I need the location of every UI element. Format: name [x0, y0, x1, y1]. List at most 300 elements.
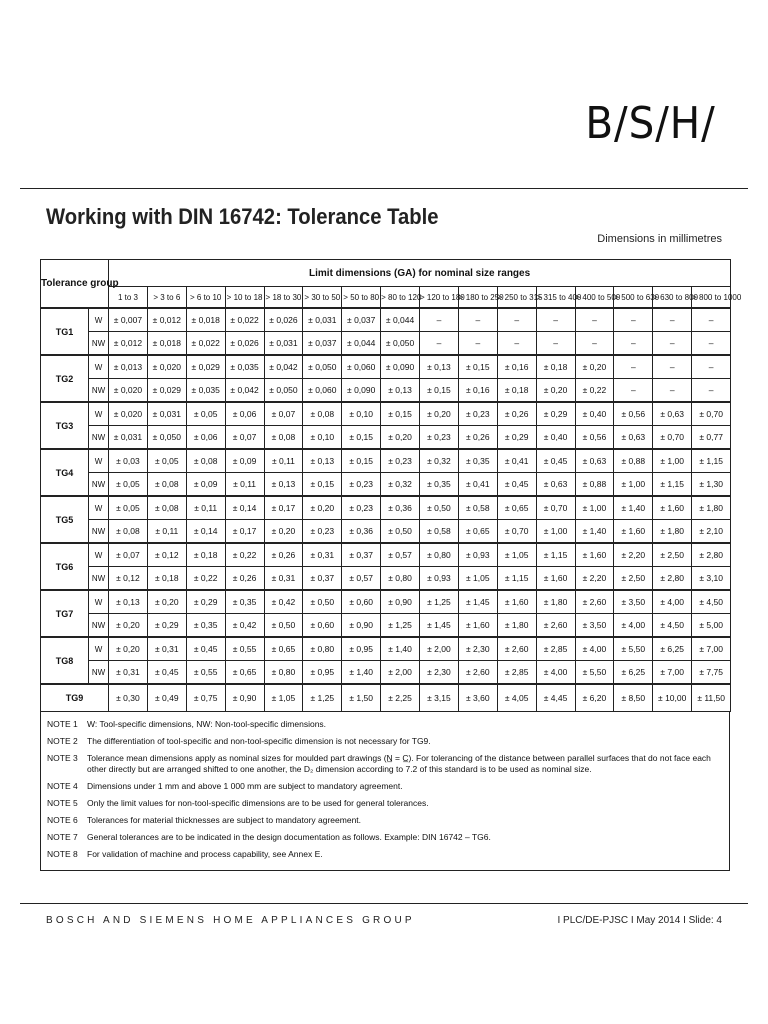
tolerance-value-cell: – [692, 308, 731, 332]
tolerance-value-cell: ± 0,45 [147, 661, 186, 685]
tolerance-value-cell: ± 0,10 [342, 402, 381, 426]
tolerance-value-cell: ± 0,06 [225, 402, 264, 426]
range-header-cell: > 6 to 10 [186, 287, 225, 309]
tolerance-value-cell: ± 1,60 [458, 614, 497, 638]
tolerance-value-cell: ± 0,23 [342, 496, 381, 520]
dimension-type-cell: NW [89, 426, 109, 450]
tolerance-value-cell: ± 0,70 [497, 520, 536, 544]
tolerance-value-cell: ± 0,090 [342, 379, 381, 403]
tolerance-value-cell: ± 7,75 [692, 661, 731, 685]
tolerance-value-cell: – [692, 379, 731, 403]
table-row [41, 520, 731, 544]
tolerance-value-cell: ± 0,029 [147, 379, 186, 403]
tolerance-value-cell: ± 2,00 [381, 661, 420, 685]
tolerance-value-cell: ± 0,05 [186, 402, 225, 426]
tolerance-value-cell: ± 0,042 [225, 379, 264, 403]
table-row [41, 426, 731, 450]
table-row [41, 402, 731, 426]
notes-section [40, 712, 730, 871]
tolerance-value-cell: ± 0,88 [575, 473, 614, 497]
tolerance-value-cell: ± 0,06 [186, 426, 225, 450]
tolerance-value-cell: ± 2,25 [381, 684, 420, 712]
tolerance-value-cell: ± 1,45 [458, 590, 497, 614]
tolerance-value-cell: ± 0,022 [186, 332, 225, 356]
tolerance-value-cell: ± 0,035 [225, 355, 264, 379]
tolerance-value-cell: ± 1,15 [653, 473, 692, 497]
tolerance-value-cell: ± 0,18 [536, 355, 575, 379]
tolerance-value-cell: – [497, 308, 536, 332]
tolerance-value-cell: ± 0,13 [264, 473, 303, 497]
range-header-cell: > 500 to 630 [614, 287, 653, 309]
tolerance-value-cell: ± 3,50 [575, 614, 614, 638]
tolerance-value-cell: ± 0,88 [614, 449, 653, 473]
tolerance-value-cell: – [692, 355, 731, 379]
tolerance-value-cell: ± 0,70 [692, 402, 731, 426]
table-row [41, 567, 731, 591]
tolerance-value-cell: ± 0,29 [536, 402, 575, 426]
tolerance-group-cell: TG8 [41, 637, 89, 684]
range-header-cell: > 180 to 250 [458, 287, 497, 309]
tolerance-group-cell: TG5 [41, 496, 89, 543]
note-item [47, 798, 723, 809]
tolerance-value-cell: ± 0,031 [264, 332, 303, 356]
tolerance-value-cell: ± 0,60 [303, 614, 342, 638]
tolerance-value-cell: ± 0,80 [420, 543, 459, 567]
footer-slide-info: I PLC/DE-PJSC I May 2014 I Slide: 4 [557, 915, 722, 926]
tolerance-value-cell: ± 0,15 [303, 473, 342, 497]
tolerance-value-cell: ± 0,13 [420, 355, 459, 379]
footer-divider [20, 903, 748, 904]
tolerance-value-cell: ± 1,25 [420, 590, 459, 614]
tolerance-value-cell: ± 4,45 [536, 684, 575, 712]
tolerance-value-cell: ± 0,20 [381, 426, 420, 450]
tolerance-value-cell: ± 0,08 [186, 449, 225, 473]
tolerance-value-cell: ± 0,35 [420, 473, 459, 497]
tolerance-value-cell: ± 2,50 [653, 543, 692, 567]
tolerance-value-cell: ± 0,15 [458, 355, 497, 379]
tolerance-value-cell: ± 0,37 [342, 543, 381, 567]
tolerance-value-cell: – [575, 332, 614, 356]
tolerance-value-cell: – [653, 355, 692, 379]
tolerance-value-cell: ± 0,08 [147, 496, 186, 520]
tolerance-value-cell: ± 0,060 [303, 379, 342, 403]
tolerance-value-cell: ± 0,31 [109, 661, 148, 685]
tolerance-value-cell: ± 0,26 [497, 402, 536, 426]
tolerance-value-cell: ± 0,32 [381, 473, 420, 497]
tolerance-value-cell: ± 0,08 [109, 520, 148, 544]
tolerance-value-cell: ± 11,50 [692, 684, 731, 712]
tolerance-value-cell: ± 2,30 [420, 661, 459, 685]
tolerance-value-cell: ± 0,09 [225, 449, 264, 473]
tolerance-value-cell: ± 1,25 [303, 684, 342, 712]
dimension-type-cell: NW [89, 661, 109, 685]
note-text: W: Tool-specific dimensions, NW: Non-tool-specific dimensions. [87, 719, 327, 729]
tolerance-value-cell: ± 0,56 [614, 402, 653, 426]
tolerance-value-cell: ± 0,03 [109, 449, 148, 473]
table-row [41, 614, 731, 638]
tolerance-value-cell: ± 0,020 [109, 402, 148, 426]
tolerance-table [40, 259, 742, 712]
tolerance-value-cell: ± 4,00 [653, 590, 692, 614]
tolerance-value-cell: ± 0,26 [264, 543, 303, 567]
range-header-cell: > 3 to 6 [147, 287, 186, 309]
tolerance-value-cell: ± 0,05 [109, 496, 148, 520]
dimension-type-cell: W [89, 355, 109, 379]
tolerance-group-cell: TG4 [41, 449, 89, 496]
table-row [41, 637, 731, 661]
tolerance-value-cell: ± 0,20 [147, 590, 186, 614]
tolerance-value-cell: ± 0,026 [264, 308, 303, 332]
tolerance-value-cell: ± 1,15 [692, 449, 731, 473]
tolerance-value-cell: ± 0,060 [342, 355, 381, 379]
tolerance-value-cell: ± 0,80 [381, 567, 420, 591]
tolerance-value-cell: ± 3,60 [458, 684, 497, 712]
dimension-type-cell: W [89, 590, 109, 614]
tolerance-value-cell: ± 6,25 [614, 661, 653, 685]
tolerance-value-cell: – [653, 308, 692, 332]
tolerance-value-cell: ± 0,09 [186, 473, 225, 497]
tolerance-value-cell: ± 1,60 [536, 567, 575, 591]
tolerance-value-cell: ± 0,12 [109, 567, 148, 591]
tolerance-value-cell: ± 0,050 [303, 355, 342, 379]
tolerance-value-cell: ± 2,85 [497, 661, 536, 685]
tolerance-value-cell: ± 0,07 [225, 426, 264, 450]
tolerance-value-cell: ± 0,10 [303, 426, 342, 450]
tolerance-value-cell: ± 0,32 [420, 449, 459, 473]
tolerance-value-cell: – [614, 332, 653, 356]
tolerance-table-body [41, 308, 731, 712]
tolerance-value-cell: ± 0,65 [458, 520, 497, 544]
tolerance-group-cell: TG6 [41, 543, 89, 590]
tolerance-value-cell: ± 0,75 [186, 684, 225, 712]
dimension-type-cell: W [89, 402, 109, 426]
table-row [41, 449, 731, 473]
tolerance-value-cell: – [614, 379, 653, 403]
tolerance-value-cell: – [458, 332, 497, 356]
tolerance-value-cell: ± 0,20 [575, 355, 614, 379]
tolerance-value-cell: ± 0,15 [342, 426, 381, 450]
tolerance-value-cell: – [575, 308, 614, 332]
tolerance-value-cell: ± 0,17 [264, 496, 303, 520]
range-header-cell: > 800 to 1000 [692, 287, 731, 309]
tolerance-group-cell: TG1 [41, 308, 89, 355]
note-text: General tolerances are to be indicated in the design documentation as follows. Example: DIN 16742 – TG6. [87, 832, 491, 842]
note-label: NOTE 7 [47, 832, 78, 842]
tolerance-value-cell: ± 0,022 [225, 308, 264, 332]
tolerance-value-cell: ± 1,60 [653, 496, 692, 520]
tolerance-value-cell: ± 1,40 [614, 496, 653, 520]
range-header-cell: > 250 to 315 [497, 287, 536, 309]
tolerance-value-cell: ± 0,29 [147, 614, 186, 638]
tolerance-value-cell: ± 0,11 [264, 449, 303, 473]
tolerance-value-cell: ± 0,08 [147, 473, 186, 497]
tolerance-value-cell: ± 6,20 [575, 684, 614, 712]
tolerance-value-cell: ± 1,15 [536, 543, 575, 567]
tolerance-value-cell: ± 0,20 [109, 614, 148, 638]
tolerance-value-cell: ± 0,05 [109, 473, 148, 497]
tolerance-value-cell: ± 2,50 [614, 567, 653, 591]
tolerance-value-cell: ± 0,14 [186, 520, 225, 544]
note-item [47, 719, 723, 730]
tolerance-value-cell: ± 0,05 [147, 449, 186, 473]
tolerance-value-cell: ± 0,16 [497, 355, 536, 379]
tolerance-value-cell: ± 0,23 [303, 520, 342, 544]
tolerance-value-cell: ± 2,80 [653, 567, 692, 591]
range-header-cell: > 630 to 800 [653, 287, 692, 309]
tolerance-value-cell: – [420, 332, 459, 356]
tolerance-value-cell: ± 0,23 [420, 426, 459, 450]
tolerance-table-frame [40, 259, 742, 871]
tolerance-value-cell: ± 0,29 [497, 426, 536, 450]
tolerance-value-cell: ± 1,05 [264, 684, 303, 712]
tolerance-value-cell: ± 4,50 [692, 590, 731, 614]
note-text: Tolerance mean dimensions apply as nominal sizes for moulded part drawings (N̲ = C̲). For tolerancing of the distance between parallel surfaces that do not face each other directly but are arranged shifted to one another, the D₂ dimension according to 7.2 of this standard is to be used as nominal size. [87, 753, 711, 774]
tolerance-value-cell: ± 0,63 [536, 473, 575, 497]
table-row [41, 332, 731, 356]
tolerance-value-cell: ± 0,63 [575, 449, 614, 473]
tolerance-value-cell: ± 0,17 [225, 520, 264, 544]
tolerance-value-cell: ± 8,50 [614, 684, 653, 712]
note-text: Only the limit values for non-tool-specific dimensions are to be used for general tolerances. [87, 798, 429, 808]
tolerance-value-cell: ± 0,050 [264, 379, 303, 403]
table-row [41, 355, 731, 379]
table-row [41, 473, 731, 497]
tolerance-value-cell: ± 0,012 [109, 332, 148, 356]
range-header-cell: > 50 to 80 [342, 287, 381, 309]
tolerance-value-cell: ± 0,018 [186, 308, 225, 332]
tolerance-value-cell: ± 0,77 [692, 426, 731, 450]
tolerance-value-cell: ± 0,07 [109, 543, 148, 567]
tolerance-value-cell: ± 0,90 [381, 590, 420, 614]
dimension-type-cell: NW [89, 614, 109, 638]
tolerance-value-cell: ± 1,50 [342, 684, 381, 712]
note-item [47, 832, 723, 843]
tolerance-value-cell: ± 0,31 [147, 637, 186, 661]
tolerance-value-cell: ± 0,029 [186, 355, 225, 379]
header-divider [20, 188, 748, 189]
tolerance-value-cell: ± 0,35 [458, 449, 497, 473]
tolerance-value-cell: ± 2,85 [536, 637, 575, 661]
tolerance-value-cell: ± 0,044 [342, 332, 381, 356]
tolerance-value-cell: ± 0,15 [420, 379, 459, 403]
tolerance-value-cell: ± 2,60 [497, 637, 536, 661]
tolerance-value-cell: ± 0,13 [109, 590, 148, 614]
tolerance-value-cell: ± 4,05 [497, 684, 536, 712]
tolerance-value-cell: ± 1,15 [497, 567, 536, 591]
note-text: The differentiation of tool-specific and non-tool-specific dimension is not necessary for TG9. [87, 736, 431, 746]
tolerance-value-cell: ± 1,60 [575, 543, 614, 567]
note-label: NOTE 5 [47, 798, 78, 808]
tolerance-value-cell: ± 0,58 [420, 520, 459, 544]
tolerance-value-cell: ± 2,20 [575, 567, 614, 591]
tolerance-value-cell: ± 0,08 [303, 402, 342, 426]
note-item [47, 815, 723, 826]
tolerance-value-cell: ± 0,031 [303, 308, 342, 332]
tolerance-value-cell: ± 1,40 [381, 637, 420, 661]
tolerance-value-cell: ± 0,08 [264, 426, 303, 450]
tolerance-value-cell: ± 0,037 [342, 308, 381, 332]
dimension-type-cell: W [89, 308, 109, 332]
tolerance-value-cell: ± 0,18 [497, 379, 536, 403]
note-label: NOTE 6 [47, 815, 78, 825]
tolerance-value-cell: ± 1,80 [653, 520, 692, 544]
tolerance-value-cell: ± 0,31 [264, 567, 303, 591]
dimension-type-cell: NW [89, 520, 109, 544]
table-row [41, 661, 731, 685]
tolerance-value-cell: ± 0,36 [342, 520, 381, 544]
footer-company: BOSCH AND SIEMENS HOME APPLIANCES GROUP [46, 915, 415, 926]
note-label: NOTE 8 [47, 849, 78, 859]
tolerance-value-cell: ± 0,050 [381, 332, 420, 356]
tolerance-value-cell: ± 1,00 [536, 520, 575, 544]
tolerance-value-cell: ± 0,22 [575, 379, 614, 403]
nominal-size-ranges-row [41, 287, 731, 309]
tolerance-value-cell: ± 0,36 [381, 496, 420, 520]
tolerance-value-cell: ± 0,026 [225, 332, 264, 356]
tolerance-value-cell: – [536, 332, 575, 356]
range-header-cell: > 18 to 30 [264, 287, 303, 309]
note-label: NOTE 1 [47, 719, 78, 729]
table-row [41, 496, 731, 520]
tolerance-value-cell: – [420, 308, 459, 332]
dimension-type-cell: W [89, 543, 109, 567]
tolerance-value-cell: ± 0,16 [458, 379, 497, 403]
tolerance-value-cell: ± 0,95 [303, 661, 342, 685]
tolerance-value-cell: ± 0,30 [109, 684, 148, 712]
tolerance-value-cell: ± 0,45 [186, 637, 225, 661]
tolerance-value-cell: ± 0,58 [458, 496, 497, 520]
dimension-type-cell: W [89, 637, 109, 661]
tolerance-value-cell: ± 1,60 [497, 590, 536, 614]
page-title: Working with DIN 16742: Tolerance Table [46, 204, 439, 229]
tolerance-value-cell: ± 2,10 [692, 520, 731, 544]
tolerance-value-cell: ± 1,80 [692, 496, 731, 520]
tolerance-value-cell: ± 2,20 [614, 543, 653, 567]
units-note: Dimensions in millimetres [597, 233, 722, 245]
tolerance-value-cell: ± 0,80 [264, 661, 303, 685]
tolerance-value-cell: ± 0,93 [458, 543, 497, 567]
note-text: Tolerances for material thicknesses are subject to mandatory agreement. [87, 815, 362, 825]
dimension-type-cell: NW [89, 473, 109, 497]
tolerance-value-cell: ± 7,00 [692, 637, 731, 661]
tolerance-group-cell: TG9 [41, 684, 109, 712]
tolerance-value-cell: ± 5,00 [692, 614, 731, 638]
tolerance-value-cell: ± 0,26 [458, 426, 497, 450]
tolerance-value-cell: ± 1,25 [381, 614, 420, 638]
tolerance-value-cell: – [614, 308, 653, 332]
tolerance-value-cell: ± 0,15 [381, 402, 420, 426]
tolerance-group-cell: TG2 [41, 355, 89, 402]
tolerance-value-cell: ± 0,044 [381, 308, 420, 332]
tolerance-value-cell: ± 0,55 [225, 637, 264, 661]
tolerance-group-header: Tolerance group [41, 260, 109, 309]
note-label: NOTE 4 [47, 781, 78, 791]
tolerance-value-cell: ± 0,49 [147, 684, 186, 712]
range-header-cell: > 315 to 400 [536, 287, 575, 309]
tolerance-value-cell: ± 4,00 [536, 661, 575, 685]
tolerance-value-cell: ± 0,42 [264, 590, 303, 614]
tolerance-value-cell: ± 0,031 [147, 402, 186, 426]
tolerance-value-cell: ± 1,05 [458, 567, 497, 591]
tolerance-value-cell: ± 0,65 [225, 661, 264, 685]
tolerance-value-cell: ± 0,63 [653, 402, 692, 426]
tolerance-group-cell: TG3 [41, 402, 89, 449]
tolerance-value-cell: ± 0,50 [303, 590, 342, 614]
tolerance-value-cell: ± 0,22 [186, 567, 225, 591]
tolerance-value-cell: – [536, 308, 575, 332]
tolerance-value-cell: ± 0,40 [536, 426, 575, 450]
tolerance-value-cell: ± 0,07 [264, 402, 303, 426]
tolerance-value-cell: – [653, 332, 692, 356]
tolerance-value-cell: ± 0,35 [186, 614, 225, 638]
tolerance-value-cell: ± 0,031 [109, 426, 148, 450]
tolerance-value-cell: ± 0,57 [381, 543, 420, 567]
range-header-cell: 1 to 3 [109, 287, 148, 309]
dimension-type-cell: W [89, 449, 109, 473]
tolerance-value-cell: ± 0,60 [342, 590, 381, 614]
tolerance-value-cell: ± 0,65 [264, 637, 303, 661]
tolerance-value-cell: ± 1,80 [497, 614, 536, 638]
tolerance-value-cell: ± 5,50 [575, 661, 614, 685]
tolerance-value-cell: ± 0,57 [342, 567, 381, 591]
tolerance-value-cell: ± 0,63 [614, 426, 653, 450]
tolerance-value-cell: ± 0,020 [109, 379, 148, 403]
tolerance-value-cell: ± 0,23 [458, 402, 497, 426]
tolerance-value-cell: ± 1,80 [536, 590, 575, 614]
tolerance-value-cell: ± 0,050 [147, 426, 186, 450]
tolerance-value-cell: ± 0,20 [536, 379, 575, 403]
tolerance-value-cell: ± 0,13 [303, 449, 342, 473]
tolerance-value-cell: ± 0,012 [147, 308, 186, 332]
range-header-cell: > 120 to 180 [420, 287, 459, 309]
limit-dimensions-header: Limit dimensions (GA) for nominal size ranges [109, 260, 731, 287]
note-item [47, 849, 723, 860]
tolerance-value-cell: ± 0,45 [536, 449, 575, 473]
tolerance-value-cell: ± 0,26 [225, 567, 264, 591]
tolerance-value-cell: ± 0,55 [186, 661, 225, 685]
tolerance-value-cell: ± 0,22 [225, 543, 264, 567]
tolerance-value-cell: ± 0,11 [225, 473, 264, 497]
tolerance-value-cell: – [653, 379, 692, 403]
tolerance-value-cell: ± 4,00 [614, 614, 653, 638]
tolerance-value-cell: ± 2,00 [420, 637, 459, 661]
tolerance-value-cell: ± 0,11 [147, 520, 186, 544]
tolerance-value-cell: ± 3,10 [692, 567, 731, 591]
tolerance-value-cell: ± 1,00 [575, 496, 614, 520]
table-row [41, 590, 731, 614]
tolerance-value-cell: ± 0,95 [342, 637, 381, 661]
table-row [41, 379, 731, 403]
tolerance-group-cell: TG7 [41, 590, 89, 637]
tolerance-value-cell: ± 0,65 [497, 496, 536, 520]
tolerance-value-cell: ± 0,11 [186, 496, 225, 520]
range-header-cell: > 80 to 120 [381, 287, 420, 309]
dimension-type-cell: W [89, 496, 109, 520]
tolerance-value-cell: ± 1,00 [653, 449, 692, 473]
note-item [47, 781, 723, 792]
tolerance-value-cell: ± 0,23 [381, 449, 420, 473]
note-text: For validation of machine and process capability, see Annex E. [87, 849, 323, 859]
tolerance-value-cell: ± 1,00 [614, 473, 653, 497]
tolerance-value-cell: ± 0,20 [420, 402, 459, 426]
tolerance-value-cell: – [614, 355, 653, 379]
tolerance-value-cell: ± 0,80 [303, 637, 342, 661]
tolerance-value-cell: ± 0,18 [186, 543, 225, 567]
tolerance-value-cell: ± 0,20 [109, 637, 148, 661]
tolerance-value-cell: ± 0,50 [264, 614, 303, 638]
tolerance-value-cell: – [458, 308, 497, 332]
range-header-cell: > 10 to 18 [225, 287, 264, 309]
